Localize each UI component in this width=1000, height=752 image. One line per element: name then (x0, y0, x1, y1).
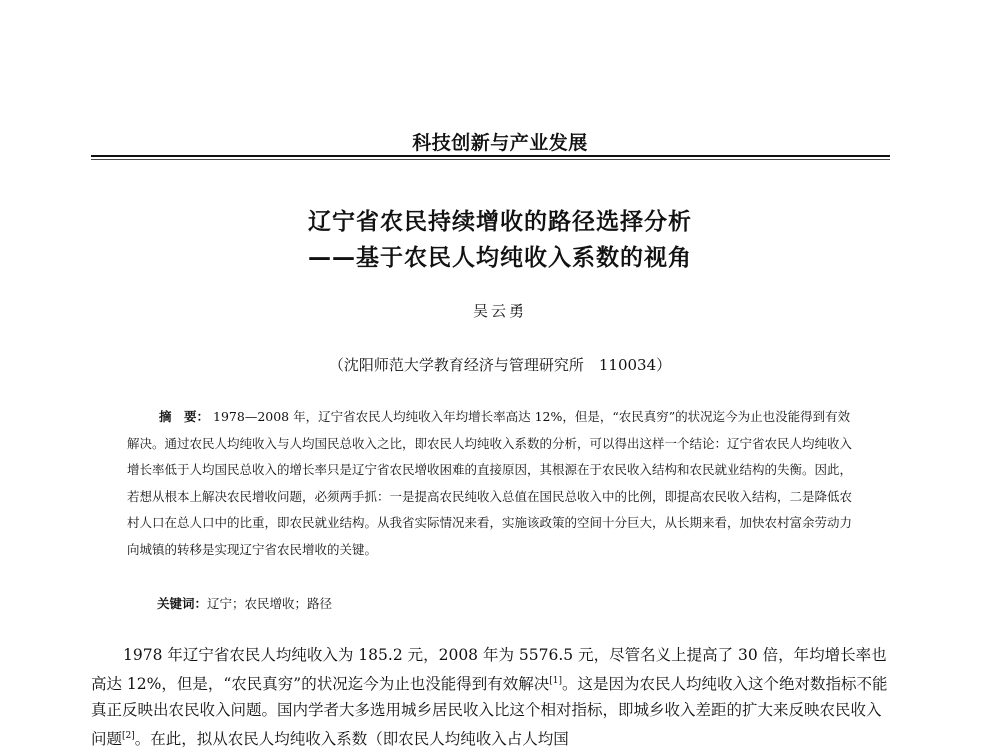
affiliation: （沈阳师范大学教育经济与管理研究所 110034） (328, 356, 672, 374)
keywords (157, 594, 332, 612)
body-paragraph (91, 642, 891, 752)
header-rule-thick (91, 155, 890, 157)
citation-ref: [1] (549, 676, 562, 686)
keywords-label: 关键词： (157, 596, 208, 611)
body-text-part3: 。在此，拟从农民人均纯收入系数（即农民人均纯收入占人均国 (134, 730, 569, 749)
keywords-text: 辽宁；农民增收；路径 (207, 596, 333, 611)
abstract-label: 摘 要： (159, 409, 210, 424)
abstract (127, 404, 859, 563)
author: 吴云勇 (472, 302, 527, 320)
article-subtitle: ——基于农民人均纯收入系数的视角 (308, 245, 692, 271)
citation-ref: [2] (122, 731, 135, 742)
section-header: 科技创新与产业发展 (412, 132, 588, 154)
abstract-text: 1978—2008 年，辽宁省农民人均纯收入年均增长率高达 12%，但是，“农民真穷”的状况迄今为止也没能得到有效解决。通过农民人均纯收入与人均国民总收入之比，即农民人均纯收入系数的分析，可以得出这样一个结论：辽宁省农民人均纯收入增长率低于人均国民总收入的增长率只是辽宁省农民增收困难的直接原因，其根源在于农民收入结构和农民就业结构的失衡。因此，若想从根本上解决农民增收问题，必须两手抓：一是提高农民纯收入总值在国民总收入中的比例，即提高农民收入结构，二是降低农村人口在总人口中的比重，即农民就业结构。从我省实际情况来看，实施该政策的空间十分巨大，从长期来看，加快农村富余劳动力向城镇的转移是实现辽宁省农民增收的关键。 (127, 409, 853, 557)
header-rule-thin (91, 159, 890, 160)
article-title: 辽宁省农民持续增收的路径选择分析 (308, 209, 692, 235)
body-text-part1: 1978 年辽宁省农民人均纯收入为 185.2 元，2008 年为 5576.5 元，尽管名义上提高了 30 倍，年均增长率也高达 12%，但是，“农民真穷”的状况迄今为止也没能得到有效解决 (91, 646, 887, 694)
body-text-part2: 。这是因为农民人均纯收入这个绝对数指标不能真正反映出农民收入问题。国内学者大多选用城乡居民收入比这个相对指标，即城乡收入差距的扩大来反映农民收入问题 (91, 675, 888, 749)
